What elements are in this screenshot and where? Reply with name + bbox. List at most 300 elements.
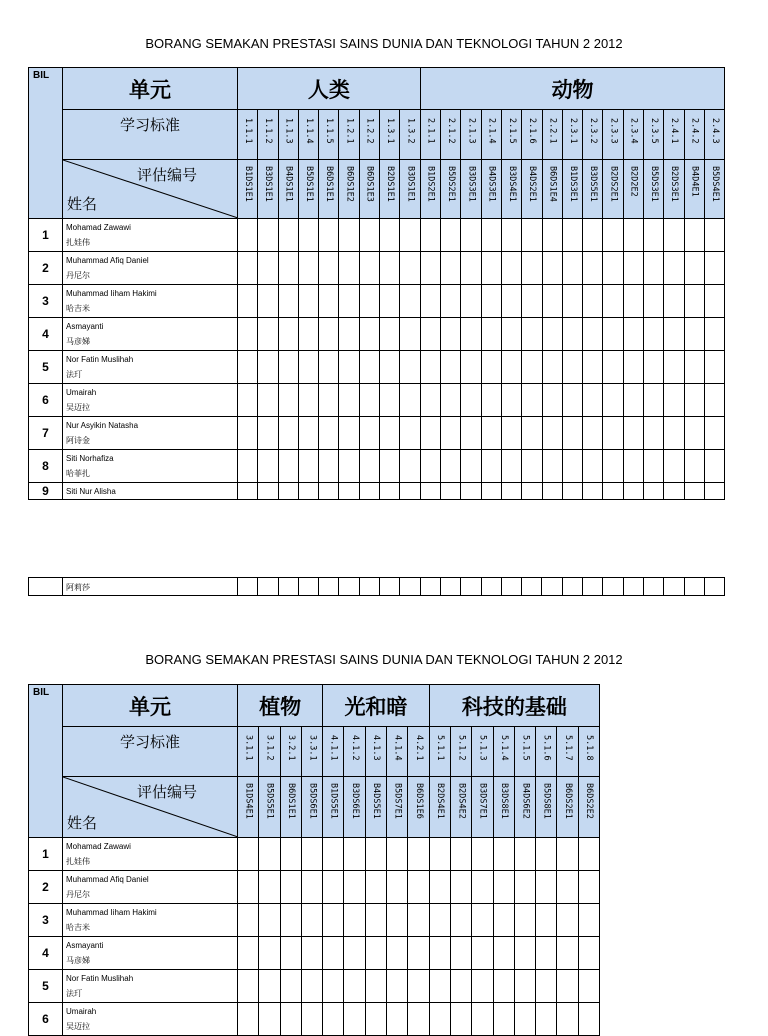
check-cell[interactable] xyxy=(420,351,440,384)
check-cell[interactable] xyxy=(339,318,359,351)
check-cell[interactable] xyxy=(562,417,582,450)
check-cell[interactable] xyxy=(408,937,429,970)
check-cell[interactable] xyxy=(522,417,542,450)
check-cell[interactable] xyxy=(238,970,259,1003)
check-cell[interactable] xyxy=(359,483,379,500)
check-cell[interactable] xyxy=(704,351,724,384)
check-cell[interactable] xyxy=(623,318,643,351)
check-cell[interactable] xyxy=(664,384,684,417)
check-cell[interactable] xyxy=(603,351,623,384)
check-cell[interactable] xyxy=(603,384,623,417)
check-cell[interactable] xyxy=(380,450,400,483)
check-cell[interactable] xyxy=(704,219,724,252)
check-cell[interactable] xyxy=(481,219,501,252)
check-cell[interactable] xyxy=(238,1003,259,1036)
check-cell[interactable] xyxy=(319,384,339,417)
check-cell[interactable] xyxy=(481,285,501,318)
check-cell[interactable] xyxy=(542,483,562,500)
check-cell[interactable] xyxy=(481,578,501,596)
check-cell[interactable] xyxy=(319,351,339,384)
check-cell[interactable] xyxy=(481,252,501,285)
check-cell[interactable] xyxy=(557,970,578,1003)
check-cell[interactable] xyxy=(542,219,562,252)
check-cell[interactable] xyxy=(522,318,542,351)
check-cell[interactable] xyxy=(323,871,344,904)
check-cell[interactable] xyxy=(420,483,440,500)
check-cell[interactable] xyxy=(359,351,379,384)
check-cell[interactable] xyxy=(258,318,278,351)
check-cell[interactable] xyxy=(493,904,514,937)
check-cell[interactable] xyxy=(501,318,521,351)
check-cell[interactable] xyxy=(344,838,365,871)
check-cell[interactable] xyxy=(501,285,521,318)
check-cell[interactable] xyxy=(481,483,501,500)
check-cell[interactable] xyxy=(238,871,259,904)
check-cell[interactable] xyxy=(420,219,440,252)
check-cell[interactable] xyxy=(461,252,481,285)
check-cell[interactable] xyxy=(429,970,450,1003)
check-cell[interactable] xyxy=(644,285,664,318)
check-cell[interactable] xyxy=(440,578,460,596)
check-cell[interactable] xyxy=(472,937,493,970)
check-cell[interactable] xyxy=(298,351,318,384)
check-cell[interactable] xyxy=(278,285,298,318)
check-cell[interactable] xyxy=(461,483,481,500)
check-cell[interactable] xyxy=(603,219,623,252)
check-cell[interactable] xyxy=(684,318,704,351)
check-cell[interactable] xyxy=(583,285,603,318)
check-cell[interactable] xyxy=(664,450,684,483)
check-cell[interactable] xyxy=(359,417,379,450)
check-cell[interactable] xyxy=(278,483,298,500)
check-cell[interactable] xyxy=(522,219,542,252)
check-cell[interactable] xyxy=(536,871,557,904)
check-cell[interactable] xyxy=(420,384,440,417)
check-cell[interactable] xyxy=(501,219,521,252)
check-cell[interactable] xyxy=(542,384,562,417)
check-cell[interactable] xyxy=(323,970,344,1003)
check-cell[interactable] xyxy=(298,285,318,318)
check-cell[interactable] xyxy=(429,838,450,871)
check-cell[interactable] xyxy=(323,937,344,970)
check-cell[interactable] xyxy=(450,937,471,970)
check-cell[interactable] xyxy=(387,871,408,904)
check-cell[interactable] xyxy=(408,1003,429,1036)
check-cell[interactable] xyxy=(664,252,684,285)
check-cell[interactable] xyxy=(603,252,623,285)
check-cell[interactable] xyxy=(623,285,643,318)
check-cell[interactable] xyxy=(536,904,557,937)
check-cell[interactable] xyxy=(461,384,481,417)
check-cell[interactable] xyxy=(493,937,514,970)
check-cell[interactable] xyxy=(298,417,318,450)
check-cell[interactable] xyxy=(461,318,481,351)
check-cell[interactable] xyxy=(536,937,557,970)
check-cell[interactable] xyxy=(400,219,420,252)
check-cell[interactable] xyxy=(278,318,298,351)
check-cell[interactable] xyxy=(481,318,501,351)
check-cell[interactable] xyxy=(238,252,258,285)
check-cell[interactable] xyxy=(684,450,704,483)
check-cell[interactable] xyxy=(623,417,643,450)
check-cell[interactable] xyxy=(644,417,664,450)
check-cell[interactable] xyxy=(472,871,493,904)
check-cell[interactable] xyxy=(319,450,339,483)
check-cell[interactable] xyxy=(380,252,400,285)
check-cell[interactable] xyxy=(536,1003,557,1036)
check-cell[interactable] xyxy=(623,578,643,596)
check-cell[interactable] xyxy=(481,351,501,384)
check-cell[interactable] xyxy=(238,838,259,871)
check-cell[interactable] xyxy=(344,970,365,1003)
check-cell[interactable] xyxy=(298,578,318,596)
check-cell[interactable] xyxy=(280,871,301,904)
check-cell[interactable] xyxy=(319,318,339,351)
check-cell[interactable] xyxy=(238,578,258,596)
check-cell[interactable] xyxy=(238,318,258,351)
check-cell[interactable] xyxy=(380,578,400,596)
check-cell[interactable] xyxy=(514,937,535,970)
check-cell[interactable] xyxy=(461,219,481,252)
check-cell[interactable] xyxy=(408,838,429,871)
check-cell[interactable] xyxy=(583,578,603,596)
check-cell[interactable] xyxy=(542,351,562,384)
check-cell[interactable] xyxy=(278,252,298,285)
check-cell[interactable] xyxy=(408,970,429,1003)
check-cell[interactable] xyxy=(301,904,322,937)
check-cell[interactable] xyxy=(339,578,359,596)
check-cell[interactable] xyxy=(501,351,521,384)
check-cell[interactable] xyxy=(420,578,440,596)
check-cell[interactable] xyxy=(387,838,408,871)
check-cell[interactable] xyxy=(238,384,258,417)
check-cell[interactable] xyxy=(441,417,461,450)
check-cell[interactable] xyxy=(536,838,557,871)
check-cell[interactable] xyxy=(400,384,420,417)
check-cell[interactable] xyxy=(522,578,542,596)
check-cell[interactable] xyxy=(542,285,562,318)
check-cell[interactable] xyxy=(365,871,386,904)
check-cell[interactable] xyxy=(562,351,582,384)
check-cell[interactable] xyxy=(522,285,542,318)
check-cell[interactable] xyxy=(319,417,339,450)
check-cell[interactable] xyxy=(644,219,664,252)
check-cell[interactable] xyxy=(562,219,582,252)
check-cell[interactable] xyxy=(603,417,623,450)
check-cell[interactable] xyxy=(481,450,501,483)
check-cell[interactable] xyxy=(684,351,704,384)
check-cell[interactable] xyxy=(557,904,578,937)
check-cell[interactable] xyxy=(583,318,603,351)
check-cell[interactable] xyxy=(400,483,420,500)
check-cell[interactable] xyxy=(259,904,280,937)
check-cell[interactable] xyxy=(501,578,521,596)
check-cell[interactable] xyxy=(450,904,471,937)
check-cell[interactable] xyxy=(603,578,623,596)
check-cell[interactable] xyxy=(259,937,280,970)
check-cell[interactable] xyxy=(344,871,365,904)
check-cell[interactable] xyxy=(623,351,643,384)
check-cell[interactable] xyxy=(258,351,278,384)
check-cell[interactable] xyxy=(522,483,542,500)
check-cell[interactable] xyxy=(501,252,521,285)
check-cell[interactable] xyxy=(301,871,322,904)
check-cell[interactable] xyxy=(704,318,724,351)
check-cell[interactable] xyxy=(644,318,664,351)
check-cell[interactable] xyxy=(258,285,278,318)
check-cell[interactable] xyxy=(583,483,603,500)
check-cell[interactable] xyxy=(578,838,599,871)
check-cell[interactable] xyxy=(258,578,278,596)
check-cell[interactable] xyxy=(259,871,280,904)
check-cell[interactable] xyxy=(238,219,258,252)
check-cell[interactable] xyxy=(441,450,461,483)
check-cell[interactable] xyxy=(339,252,359,285)
check-cell[interactable] xyxy=(400,578,420,596)
check-cell[interactable] xyxy=(664,285,684,318)
check-cell[interactable] xyxy=(578,904,599,937)
check-cell[interactable] xyxy=(664,578,684,596)
check-cell[interactable] xyxy=(387,970,408,1003)
check-cell[interactable] xyxy=(238,450,258,483)
check-cell[interactable] xyxy=(429,937,450,970)
check-cell[interactable] xyxy=(461,351,481,384)
check-cell[interactable] xyxy=(339,450,359,483)
check-cell[interactable] xyxy=(258,384,278,417)
check-cell[interactable] xyxy=(400,318,420,351)
check-cell[interactable] xyxy=(387,904,408,937)
check-cell[interactable] xyxy=(339,417,359,450)
check-cell[interactable] xyxy=(578,871,599,904)
check-cell[interactable] xyxy=(522,252,542,285)
check-cell[interactable] xyxy=(298,384,318,417)
check-cell[interactable] xyxy=(301,838,322,871)
check-cell[interactable] xyxy=(481,417,501,450)
check-cell[interactable] xyxy=(344,904,365,937)
check-cell[interactable] xyxy=(562,384,582,417)
check-cell[interactable] xyxy=(542,252,562,285)
check-cell[interactable] xyxy=(603,450,623,483)
check-cell[interactable] xyxy=(623,252,643,285)
check-cell[interactable] xyxy=(684,285,704,318)
check-cell[interactable] xyxy=(603,285,623,318)
check-cell[interactable] xyxy=(408,871,429,904)
check-cell[interactable] xyxy=(557,871,578,904)
check-cell[interactable] xyxy=(380,351,400,384)
check-cell[interactable] xyxy=(301,1003,322,1036)
check-cell[interactable] xyxy=(704,578,724,596)
check-cell[interactable] xyxy=(623,384,643,417)
check-cell[interactable] xyxy=(441,252,461,285)
check-cell[interactable] xyxy=(450,1003,471,1036)
check-cell[interactable] xyxy=(258,252,278,285)
check-cell[interactable] xyxy=(387,1003,408,1036)
check-cell[interactable] xyxy=(644,483,664,500)
check-cell[interactable] xyxy=(420,417,440,450)
check-cell[interactable] xyxy=(664,351,684,384)
check-cell[interactable] xyxy=(441,318,461,351)
check-cell[interactable] xyxy=(280,904,301,937)
check-cell[interactable] xyxy=(359,318,379,351)
check-cell[interactable] xyxy=(319,578,339,596)
check-cell[interactable] xyxy=(472,1003,493,1036)
check-cell[interactable] xyxy=(684,384,704,417)
check-cell[interactable] xyxy=(429,904,450,937)
check-cell[interactable] xyxy=(704,384,724,417)
check-cell[interactable] xyxy=(644,384,664,417)
check-cell[interactable] xyxy=(583,450,603,483)
check-cell[interactable] xyxy=(380,318,400,351)
check-cell[interactable] xyxy=(301,970,322,1003)
check-cell[interactable] xyxy=(542,318,562,351)
check-cell[interactable] xyxy=(441,483,461,500)
check-cell[interactable] xyxy=(493,838,514,871)
check-cell[interactable] xyxy=(461,450,481,483)
check-cell[interactable] xyxy=(603,483,623,500)
check-cell[interactable] xyxy=(359,384,379,417)
check-cell[interactable] xyxy=(472,904,493,937)
check-cell[interactable] xyxy=(664,417,684,450)
check-cell[interactable] xyxy=(522,450,542,483)
check-cell[interactable] xyxy=(578,937,599,970)
check-cell[interactable] xyxy=(400,450,420,483)
check-cell[interactable] xyxy=(441,285,461,318)
check-cell[interactable] xyxy=(562,483,582,500)
check-cell[interactable] xyxy=(644,450,664,483)
check-cell[interactable] xyxy=(542,450,562,483)
check-cell[interactable] xyxy=(481,384,501,417)
check-cell[interactable] xyxy=(643,578,663,596)
check-cell[interactable] xyxy=(704,483,724,500)
check-cell[interactable] xyxy=(344,937,365,970)
check-cell[interactable] xyxy=(298,252,318,285)
check-cell[interactable] xyxy=(359,285,379,318)
check-cell[interactable] xyxy=(684,578,704,596)
check-cell[interactable] xyxy=(301,937,322,970)
check-cell[interactable] xyxy=(258,483,278,500)
check-cell[interactable] xyxy=(493,871,514,904)
check-cell[interactable] xyxy=(259,838,280,871)
check-cell[interactable] xyxy=(238,937,259,970)
check-cell[interactable] xyxy=(365,937,386,970)
check-cell[interactable] xyxy=(557,937,578,970)
check-cell[interactable] xyxy=(400,252,420,285)
check-cell[interactable] xyxy=(583,351,603,384)
check-cell[interactable] xyxy=(365,838,386,871)
check-cell[interactable] xyxy=(429,1003,450,1036)
check-cell[interactable] xyxy=(684,483,704,500)
check-cell[interactable] xyxy=(408,904,429,937)
check-cell[interactable] xyxy=(380,483,400,500)
check-cell[interactable] xyxy=(557,838,578,871)
check-cell[interactable] xyxy=(420,450,440,483)
check-cell[interactable] xyxy=(339,351,359,384)
check-cell[interactable] xyxy=(583,417,603,450)
check-cell[interactable] xyxy=(339,384,359,417)
check-cell[interactable] xyxy=(238,483,258,500)
check-cell[interactable] xyxy=(258,219,278,252)
check-cell[interactable] xyxy=(461,578,481,596)
check-cell[interactable] xyxy=(664,318,684,351)
check-cell[interactable] xyxy=(542,417,562,450)
check-cell[interactable] xyxy=(557,1003,578,1036)
check-cell[interactable] xyxy=(319,252,339,285)
check-cell[interactable] xyxy=(319,285,339,318)
check-cell[interactable] xyxy=(323,1003,344,1036)
check-cell[interactable] xyxy=(278,384,298,417)
check-cell[interactable] xyxy=(298,219,318,252)
check-cell[interactable] xyxy=(562,285,582,318)
check-cell[interactable] xyxy=(400,351,420,384)
check-cell[interactable] xyxy=(514,970,535,1003)
check-cell[interactable] xyxy=(461,285,481,318)
check-cell[interactable] xyxy=(280,1003,301,1036)
check-cell[interactable] xyxy=(441,384,461,417)
check-cell[interactable] xyxy=(441,351,461,384)
check-cell[interactable] xyxy=(339,219,359,252)
check-cell[interactable] xyxy=(704,450,724,483)
check-cell[interactable] xyxy=(365,1003,386,1036)
check-cell[interactable] xyxy=(514,1003,535,1036)
check-cell[interactable] xyxy=(536,970,557,1003)
check-cell[interactable] xyxy=(583,219,603,252)
check-cell[interactable] xyxy=(623,450,643,483)
check-cell[interactable] xyxy=(380,384,400,417)
check-cell[interactable] xyxy=(472,838,493,871)
check-cell[interactable] xyxy=(450,970,471,1003)
check-cell[interactable] xyxy=(461,417,481,450)
check-cell[interactable] xyxy=(319,219,339,252)
check-cell[interactable] xyxy=(493,970,514,1003)
check-cell[interactable] xyxy=(623,483,643,500)
check-cell[interactable] xyxy=(684,219,704,252)
check-cell[interactable] xyxy=(514,838,535,871)
check-cell[interactable] xyxy=(280,838,301,871)
check-cell[interactable] xyxy=(644,252,664,285)
check-cell[interactable] xyxy=(400,417,420,450)
check-cell[interactable] xyxy=(259,970,280,1003)
check-cell[interactable] xyxy=(365,904,386,937)
check-cell[interactable] xyxy=(664,219,684,252)
check-cell[interactable] xyxy=(704,417,724,450)
check-cell[interactable] xyxy=(278,417,298,450)
check-cell[interactable] xyxy=(238,351,258,384)
check-cell[interactable] xyxy=(319,483,339,500)
check-cell[interactable] xyxy=(238,904,259,937)
check-cell[interactable] xyxy=(359,219,379,252)
check-cell[interactable] xyxy=(359,450,379,483)
check-cell[interactable] xyxy=(501,417,521,450)
check-cell[interactable] xyxy=(365,970,386,1003)
check-cell[interactable] xyxy=(578,970,599,1003)
check-cell[interactable] xyxy=(583,384,603,417)
check-cell[interactable] xyxy=(298,483,318,500)
check-cell[interactable] xyxy=(344,1003,365,1036)
check-cell[interactable] xyxy=(501,483,521,500)
check-cell[interactable] xyxy=(387,937,408,970)
check-cell[interactable] xyxy=(562,318,582,351)
check-cell[interactable] xyxy=(429,871,450,904)
check-cell[interactable] xyxy=(684,417,704,450)
check-cell[interactable] xyxy=(339,483,359,500)
check-cell[interactable] xyxy=(420,285,440,318)
check-cell[interactable] xyxy=(562,578,582,596)
check-cell[interactable] xyxy=(501,384,521,417)
check-cell[interactable] xyxy=(562,252,582,285)
check-cell[interactable] xyxy=(514,904,535,937)
check-cell[interactable] xyxy=(704,285,724,318)
check-cell[interactable] xyxy=(359,578,379,596)
